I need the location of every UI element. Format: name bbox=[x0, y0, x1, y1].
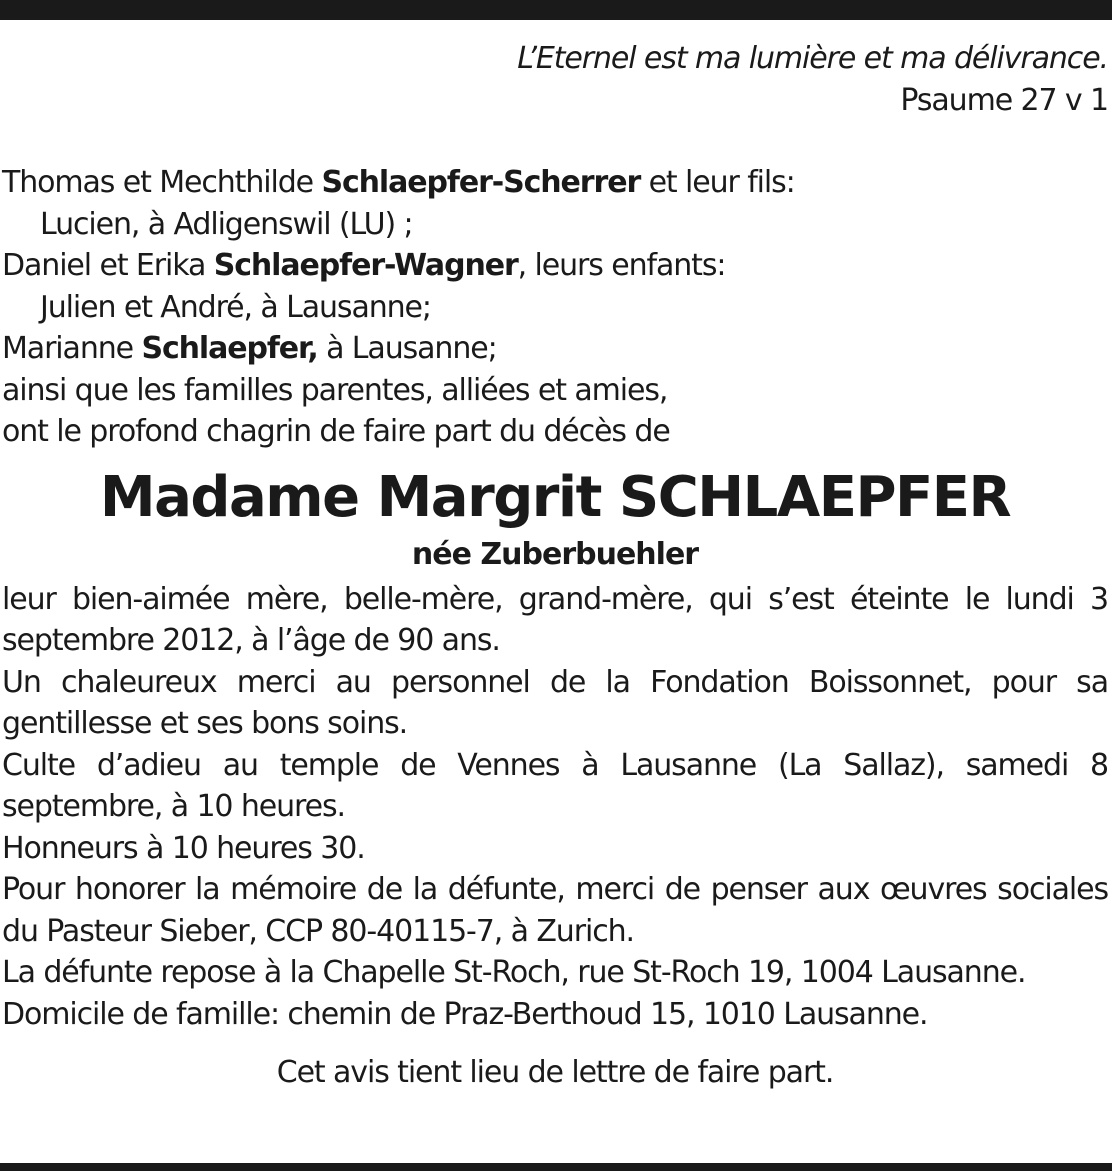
family-line-2: Lucien, à Adligenswil (LU) ; bbox=[40, 206, 413, 242]
body-paragraph-3: Culte d’adieu au temple de Vennes à Lausanne (La Sallaz), samedi 8 septembre, à 10 heures. bbox=[2, 747, 1108, 824]
family-line-1-post: et leur fils: bbox=[640, 165, 795, 200]
family-line-5-pre: Marianne bbox=[2, 331, 142, 366]
family-line-4: Julien et André, à Lausanne; bbox=[40, 289, 431, 325]
family-line-3-pre: Daniel et Erika bbox=[2, 248, 214, 283]
body-paragraph-6: La défunte repose à la Chapelle St-Roch, rue St-Roch 19, 1004 Lausanne. bbox=[2, 955, 1026, 990]
family-line-1 bbox=[2, 162, 1108, 204]
top-border-rule bbox=[0, 0, 1112, 20]
deceased-maiden-name: née Zuberbuehler bbox=[411, 536, 699, 572]
family-name-marianne: Schlaepfer, bbox=[141, 331, 318, 366]
body-paragraph-2: Un chaleureux merci au personnel de la Fondation Boissonnet, pour sa gentillesse et ses bons soins. bbox=[2, 664, 1108, 741]
family-name-wagner: Schlaepfer-Wagner bbox=[213, 248, 518, 283]
body-paragraph-1: leur bien-aimée mère, belle-mère, grand-mère, qui s’est éteinte le lundi 3 septembre 2012, à l’âge de 90 ans. bbox=[2, 581, 1108, 658]
death-notice bbox=[2, 38, 1108, 1094]
body-paragraph-4: Honneurs à 10 heures 30. bbox=[2, 830, 365, 866]
bottom-border-rule bbox=[0, 1163, 1112, 1171]
family-name-scherrer: Schlaepfer-Scherrer bbox=[321, 165, 641, 200]
epigraph-quote: L’Eternel est ma lumière et ma délivrance. bbox=[517, 41, 1108, 76]
body-paragraph-7: Domicile de famille: chemin de Praz-Berthoud 15, 1010 Lausanne. bbox=[2, 996, 928, 1032]
family-line-1-pre: Thomas et Mechthilde bbox=[2, 165, 322, 200]
family-line-6: ainsi que les familles parentes, alliées et amies, bbox=[2, 372, 668, 408]
family-line-7: ont le profond chagrin de faire part du décès de bbox=[2, 414, 670, 449]
family-line-3-post: , leurs enfants: bbox=[517, 248, 726, 283]
family-line-5 bbox=[2, 328, 1108, 370]
epigraph-reference: Psaume 27 v 1 bbox=[900, 82, 1108, 118]
body-paragraph-5: Pour honorer la mémoire de la défunte, merci de penser aux œuvres sociales du Pasteur Sieber, CCP 80-40115-7, à Zurich. bbox=[2, 872, 1108, 949]
closing-line: Cet avis tient lieu de lettre de faire part. bbox=[276, 1055, 834, 1090]
family-line-3 bbox=[2, 245, 1108, 287]
family-line-5-post: à Lausanne; bbox=[317, 331, 497, 366]
deceased-name: Madame Margrit SCHLAEPFER bbox=[99, 464, 1011, 530]
